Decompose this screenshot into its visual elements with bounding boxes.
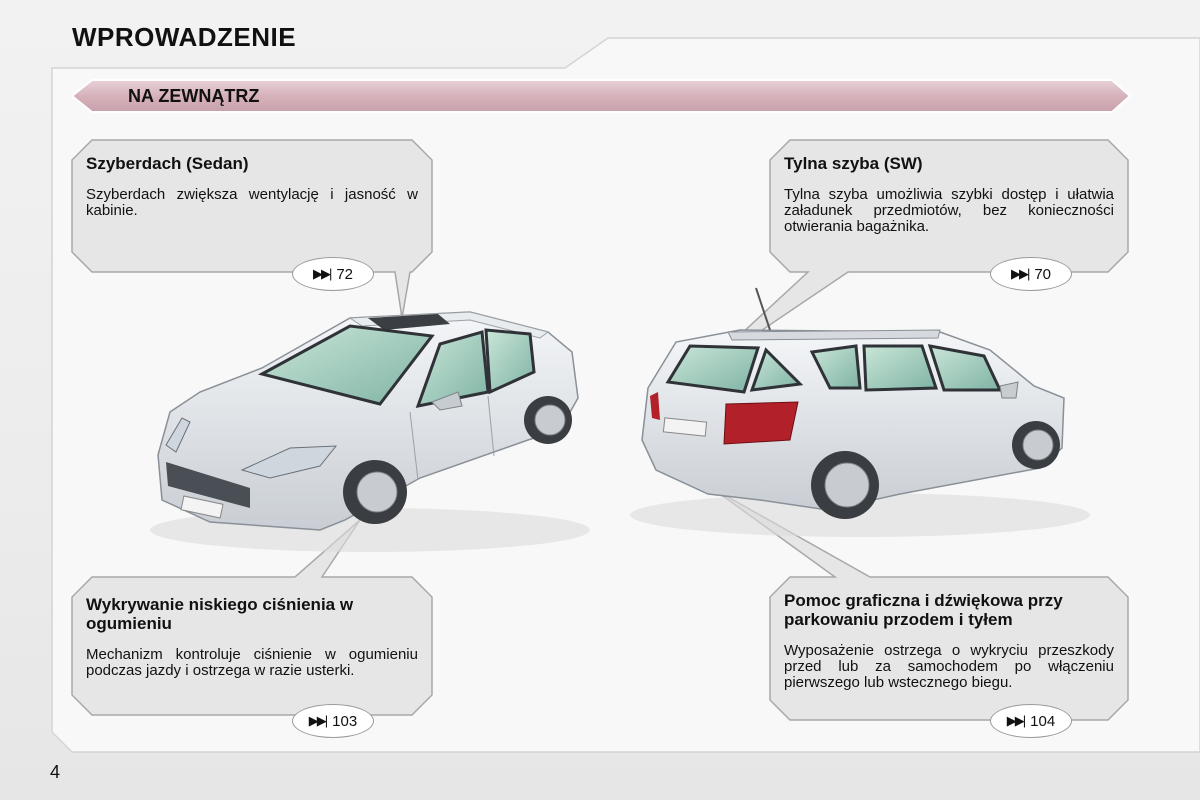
page-ref-link[interactable] <box>292 704 374 738</box>
skip-forward-icon: ▶▶| <box>308 713 327 728</box>
callout-sunroof <box>72 140 432 219</box>
page-ref-number: 72 <box>336 265 354 283</box>
callout-parking-aid <box>770 577 1128 691</box>
callout-title: Pomoc graficzna i dźwiękowa przy parkowaniu przodem i tyłem <box>784 591 1063 629</box>
callout-text: Szyberdach zwiększa wentylację i jasność w kabinie. <box>86 186 418 219</box>
page-ref-link[interactable] <box>990 704 1072 738</box>
skip-forward-icon: ▶▶| <box>1006 713 1025 728</box>
page-title: WPROWADZENIE <box>72 22 297 52</box>
callout-title: Tylna szyba (SW) <box>784 154 923 173</box>
callout-tyre-pressure <box>72 581 432 679</box>
section-title: NA ZEWNĄTRZ <box>128 86 260 106</box>
callout-text: Wyposażenie ostrzega o wykryciu przeszkody przed lub za samochodem po włączeniu pierwszego lub wstecznego biegu. <box>784 642 1114 691</box>
callout-rear-window <box>770 140 1128 235</box>
page-ref-number: 104 <box>1030 712 1056 730</box>
page-ref-link[interactable] <box>990 257 1072 291</box>
callout-title: Szyberdach (Sedan) <box>86 154 249 173</box>
callout-text: Mechanizm kontroluje ciśnienie w ogumieniu podczas jazdy i ostrzega w razie usterki. <box>86 646 418 679</box>
skip-forward-icon: ▶▶| <box>312 266 331 281</box>
page-number: 4 <box>50 762 61 782</box>
page-ref-link[interactable] <box>292 257 374 291</box>
callout-title: Wykrywanie niskiego ciśnienia w ogumieniu <box>86 595 354 633</box>
skip-forward-icon: ▶▶| <box>1010 266 1029 281</box>
page-ref-number: 103 <box>332 712 358 730</box>
callout-text: Tylna szyba umożliwia szybki dostęp i ułatwia załadunek przedmiotów, bez konieczności otwierania bagażnika. <box>784 186 1114 235</box>
page-ref-number: 70 <box>1034 265 1052 283</box>
